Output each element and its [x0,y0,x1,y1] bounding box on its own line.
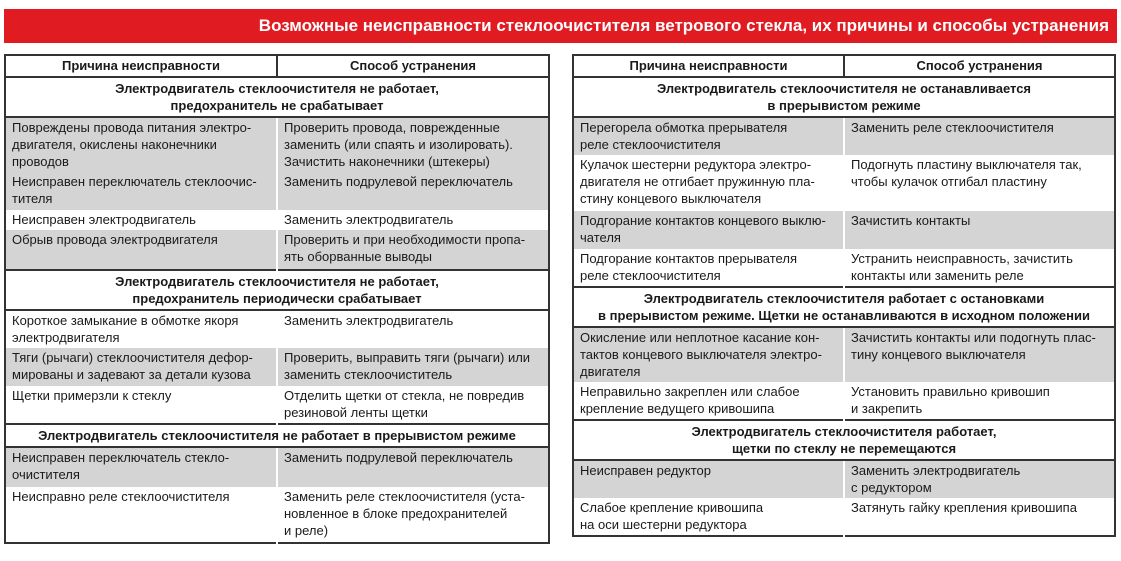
left-table [4,54,550,544]
right-table [572,54,1116,537]
table-row [5,487,549,543]
table-header-row [5,55,549,77]
cause-cell: Подгорание контактов концевого выклю- чателя [573,211,844,249]
section-heading: Электродвигатель стеклоочистителя работает, щетки по стеклу не перемещаются [573,420,1115,460]
table-row [573,382,1115,420]
fix-cell: Проверить, выправить тяги (рычаги) или заменить стеклоочиститель [277,348,549,386]
fix-cell: Отделить щетки от стекла, не повредив резиновой ленты щетки [277,386,549,424]
table-row [573,211,1115,249]
fix-cell: Заменить реле стеклоочистителя (уста- новленное в блоке предохранителей и реле) [277,487,549,543]
cause-cell: Окисление или неплотное касание кон- тактов концевого выключателя электро- двигателя [573,327,844,382]
fix-cell: Зачистить контакты [844,211,1115,249]
section-heading: Электродвигатель стеклоочистителя работает с остановками в прерывистом режиме. Щетки не останавливаются в исходном положении [573,287,1115,327]
cause-cell: Подгорание контактов прерывателя реле стеклоочистителя [573,249,844,287]
table-row [5,310,549,348]
section-heading-row [5,270,549,310]
table-row [573,155,1115,211]
cause-cell: Тяги (рычаги) стеклоочистителя дефор- мированы и задевают за детали кузова [5,348,277,386]
table-row [5,172,549,210]
cause-cell: Кулачок шестерни редуктора электро- двигателя не отгибает пружинную пла- стину концевого выключателя [573,155,844,211]
cause-cell: Неисправен переключатель стеклоочис- тителя [5,172,277,210]
table-row [5,210,549,230]
cause-cell: Неисправен переключатель стекло- очистителя [5,447,277,487]
fix-cell: Заменить электродвигатель [277,310,549,348]
section-heading: Электродвигатель стеклоочистителя не работает, предохранитель периодически срабатывает [5,270,549,310]
section-heading-row [5,77,549,117]
fix-cell: Зачистить контакты или подогнуть плас- тину концевого выключателя [844,327,1115,382]
section-heading-row [573,287,1115,327]
page-title: Возможные неисправности стеклоочистителя ветрового стекла, их причины и способы устранения [4,9,1117,43]
cause-cell: Короткое замыкание в обмотке якоря электродвигателя [5,310,277,348]
table-row [5,230,549,270]
section-heading: Электродвигатель стеклоочистителя не работает, предохранитель не срабатывает [5,77,549,117]
cause-cell: Неисправно реле стеклоочистителя [5,487,277,543]
fix-cell: Устранить неисправность, зачистить контакты или заменить реле [844,249,1115,287]
table-header-row [573,55,1115,77]
cause-header: Причина неисправности [573,55,844,77]
cause-cell: Повреждены провода питания электро- двигателя, окислены наконечники проводов [5,117,277,172]
table-row [5,348,549,386]
fix-cell: Проверить и при необходимости пропа- ять оборванные выводы [277,230,549,270]
fix-cell: Заменить электродвигатель [277,210,549,230]
fix-cell: Заменить подрулевой переключатель [277,172,549,210]
cause-header: Причина неисправности [5,55,277,77]
table-row [573,117,1115,155]
fix-cell: Проверить провода, поврежденные заменить (или спаять и изолировать). Зачистить наконечники (штекеры) [277,117,549,172]
table-row [573,249,1115,287]
cause-cell: Перегорела обмотка прерывателя реле стеклоочистителя [573,117,844,155]
fix-cell: Заменить подрулевой переключатель [277,447,549,487]
fix-header: Способ устранения [844,55,1115,77]
fix-header: Способ устранения [277,55,549,77]
cause-cell: Неисправен электродвигатель [5,210,277,230]
cause-cell: Щетки примерзли к стеклу [5,386,277,424]
table-row [5,386,549,424]
table-row [5,447,549,487]
section-heading-row [573,77,1115,117]
fix-cell: Заменить электродвигатель с редуктором [844,460,1115,498]
table-row [573,460,1115,498]
cause-cell: Слабое крепление кривошипа на оси шестерни редуктора [573,498,844,536]
section-heading: Электродвигатель стеклоочистителя не останавливается в прерывистом режиме [573,77,1115,117]
table-row [573,498,1115,536]
fix-cell: Заменить реле стеклоочистителя [844,117,1115,155]
cause-cell: Неправильно закреплен или слабое крепление ведущего кривошипа [573,382,844,420]
fix-cell: Затянуть гайку крепления кривошипа [844,498,1115,536]
fix-cell: Установить правильно кривошип и закрепить [844,382,1115,420]
section-heading: Электродвигатель стеклоочистителя не работает в прерывистом режиме [5,424,549,447]
section-heading-row [5,424,549,447]
fix-cell: Подогнуть пластину выключателя так, чтобы кулачок отгибал пластину [844,155,1115,211]
section-heading-row [573,420,1115,460]
cause-cell: Обрыв провода электродвигателя [5,230,277,270]
cause-cell: Неисправен редуктор [573,460,844,498]
table-row [5,117,549,172]
table-row [573,327,1115,382]
